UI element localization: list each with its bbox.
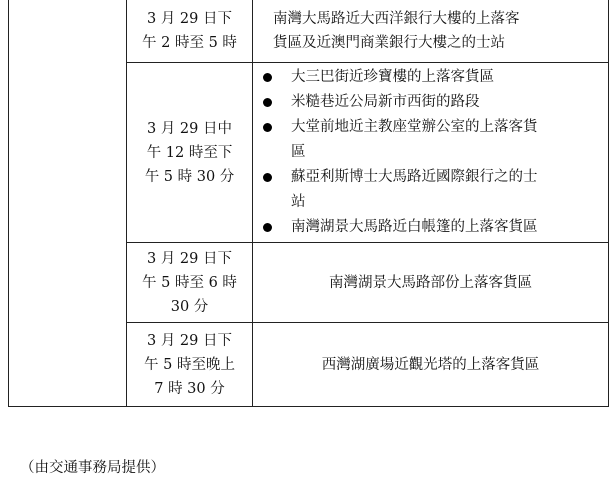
- time-line: 3 月 29 日下: [146, 10, 232, 27]
- location-text: 區: [291, 144, 306, 160]
- location-line: 貨區及近澳門商業銀行大樓之的士站: [273, 34, 505, 51]
- location-cell: [253, 63, 609, 243]
- time-line: 午 5 時 30 分: [144, 168, 235, 185]
- time-cell: [127, 243, 253, 323]
- location-text: 南灣湖景大馬路近白帳篷的上落客貨區: [291, 219, 538, 235]
- time-line: 3 月 29 日中: [146, 120, 232, 137]
- time-line: 午 5 時至 6 時: [142, 274, 237, 291]
- table-row: [9, 0, 609, 63]
- time-cell: [127, 323, 253, 407]
- time-line: 3 月 29 日下: [146, 250, 232, 267]
- time-line: 7 時 30 分: [154, 380, 225, 397]
- time-cell: [127, 0, 253, 63]
- location-text: 大堂前地近主教座堂辦公室的上落客貨: [291, 119, 538, 135]
- bullet-dot-icon: [263, 223, 272, 232]
- list-item: [261, 90, 602, 115]
- list-item: [261, 215, 602, 240]
- location-cell: [253, 243, 609, 323]
- location-bullet-list: [253, 65, 608, 240]
- blank-merged-cell: [9, 0, 127, 407]
- list-item: [261, 115, 602, 165]
- location-text: 站: [291, 194, 306, 210]
- list-item: [261, 65, 602, 90]
- time-cell: [127, 63, 253, 243]
- bullet-dot-icon: [263, 98, 272, 107]
- location-text: 南灣湖景大馬路部份上落客貨區: [329, 274, 532, 291]
- bullet-dot-icon: [263, 73, 272, 82]
- location-cell: [253, 323, 609, 407]
- time-line: 3 月 29 日下: [146, 332, 232, 349]
- list-item: [261, 165, 602, 215]
- location-line: 南灣大馬路近大西洋銀行大樓的上落客: [273, 10, 520, 27]
- location-text: 西灣湖廣場近觀光塔的上落客貨區: [321, 356, 540, 373]
- bullet-dot-icon: [263, 173, 272, 182]
- time-line: 30 分: [170, 298, 209, 315]
- location-text: 米糙巷近公局新市西街的路段: [291, 94, 480, 110]
- location-text: 大三巴街近珍寶樓的上落客貨區: [291, 69, 494, 85]
- time-line: 午 2 時至 5 時: [142, 34, 237, 51]
- source-note: （由交通事務局提供）: [20, 460, 165, 476]
- road-closure-table: [8, 0, 609, 407]
- bullet-dot-icon: [263, 123, 272, 132]
- time-line: 午 12 時至下: [146, 144, 233, 161]
- time-line: 午 5 時至晚上: [144, 356, 235, 373]
- location-cell: [253, 0, 609, 63]
- location-text: 蘇亞利斯博士大馬路近國際銀行之的士: [291, 169, 538, 185]
